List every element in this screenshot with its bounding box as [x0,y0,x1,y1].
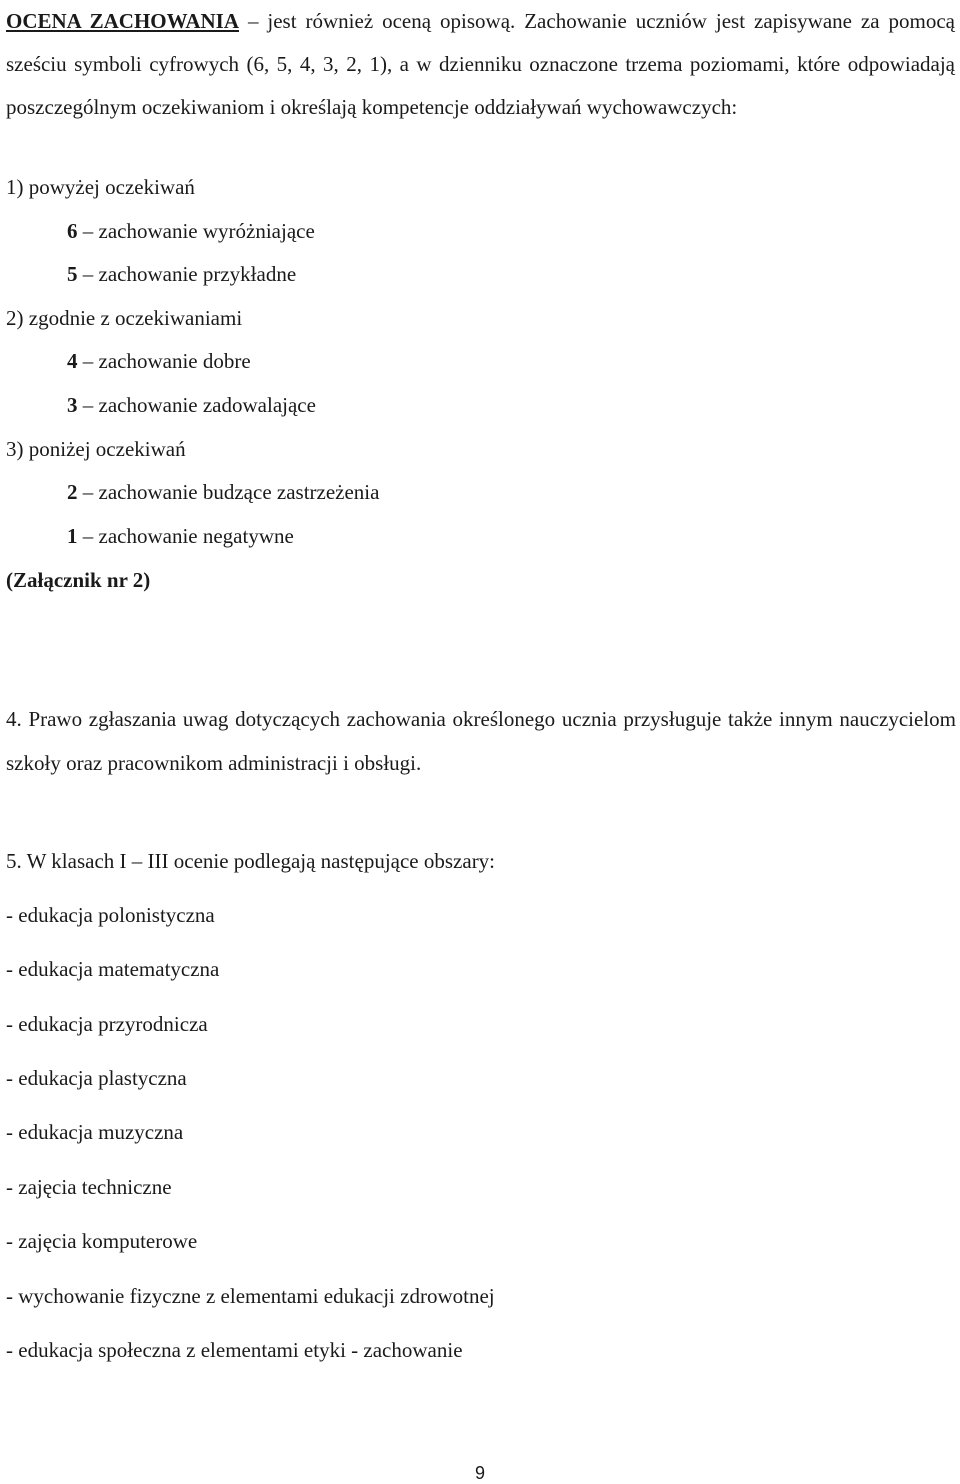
point-4-paragraph: 4. Prawo zgłaszania uwag dotyczących zachowania określonego ucznia przysługuje także innym nauczycielom szkoły oraz pracownikom administracji i obsługi. [6,707,956,775]
intro-paragraph [6,0,955,129]
list-item: - edukacja przyrodnicza [6,1012,208,1036]
level-item-label: – zachowanie budzące zastrzeżenia [77,480,380,504]
list-item: - edukacja społeczna z elementami etyki - zachowanie [6,1338,463,1362]
list-item: - edukacja matematyczna [6,957,220,981]
level-item-label: – zachowanie wyróżniające [77,219,315,243]
level-item-label: – zachowanie zadowalające [77,393,316,417]
intro-text: – jest również oceną opisową. Zachowanie uczniów jest zapisywane za pomocą sześciu symboli cyfrowych (6, 5, 4, 3, 2, 1), a w dzienniku oznaczone trzema poziomami, które odpowiadają poszczególnym oczekiwaniom i określają kompetencje oddziaływań wychowawczych: [6,9,955,119]
attachment-reference: (Załącznik nr 2) [6,568,151,592]
level-item [67,261,296,287]
level-item [67,392,316,418]
list-item: - edukacja muzyczna [6,1120,184,1144]
level-heading: 2) zgodnie z oczekiwaniami [6,306,243,330]
level-heading: 3) poniżej oczekiwań [6,437,186,461]
level-heading: 1) powyżej oczekiwań [6,175,195,199]
level-item-label: – zachowanie przykładne [77,262,297,286]
level-item [67,523,294,549]
level-item-number: 2 [67,480,78,504]
list-item: - edukacja plastyczna [6,1066,187,1090]
level-item [67,348,251,374]
level-item-number: 3 [67,393,78,417]
level-item-label: – zachowanie dobre [77,349,251,373]
level-item-number: 1 [67,524,78,548]
page-number: 9 [474,1463,485,1483]
level-item-label: – zachowanie negatywne [77,524,294,548]
intro-lead: OCENA ZACHOWANIA [6,9,239,33]
list-item: - zajęcia komputerowe [6,1229,198,1253]
level-item [67,218,315,244]
list-item: - zajęcia techniczne [6,1175,172,1199]
list-item: - edukacja polonistyczna [6,903,215,927]
level-item-number: 6 [67,219,78,243]
list-item: - wychowanie fizyczne z elementami edukacji zdrowotnej [6,1284,495,1308]
level-item [67,479,379,505]
level-item-number: 4 [67,349,78,373]
point-5-heading: 5. W klasach I – III ocenie podlegają następujące obszary: [6,849,496,873]
level-item-number: 5 [67,262,78,286]
